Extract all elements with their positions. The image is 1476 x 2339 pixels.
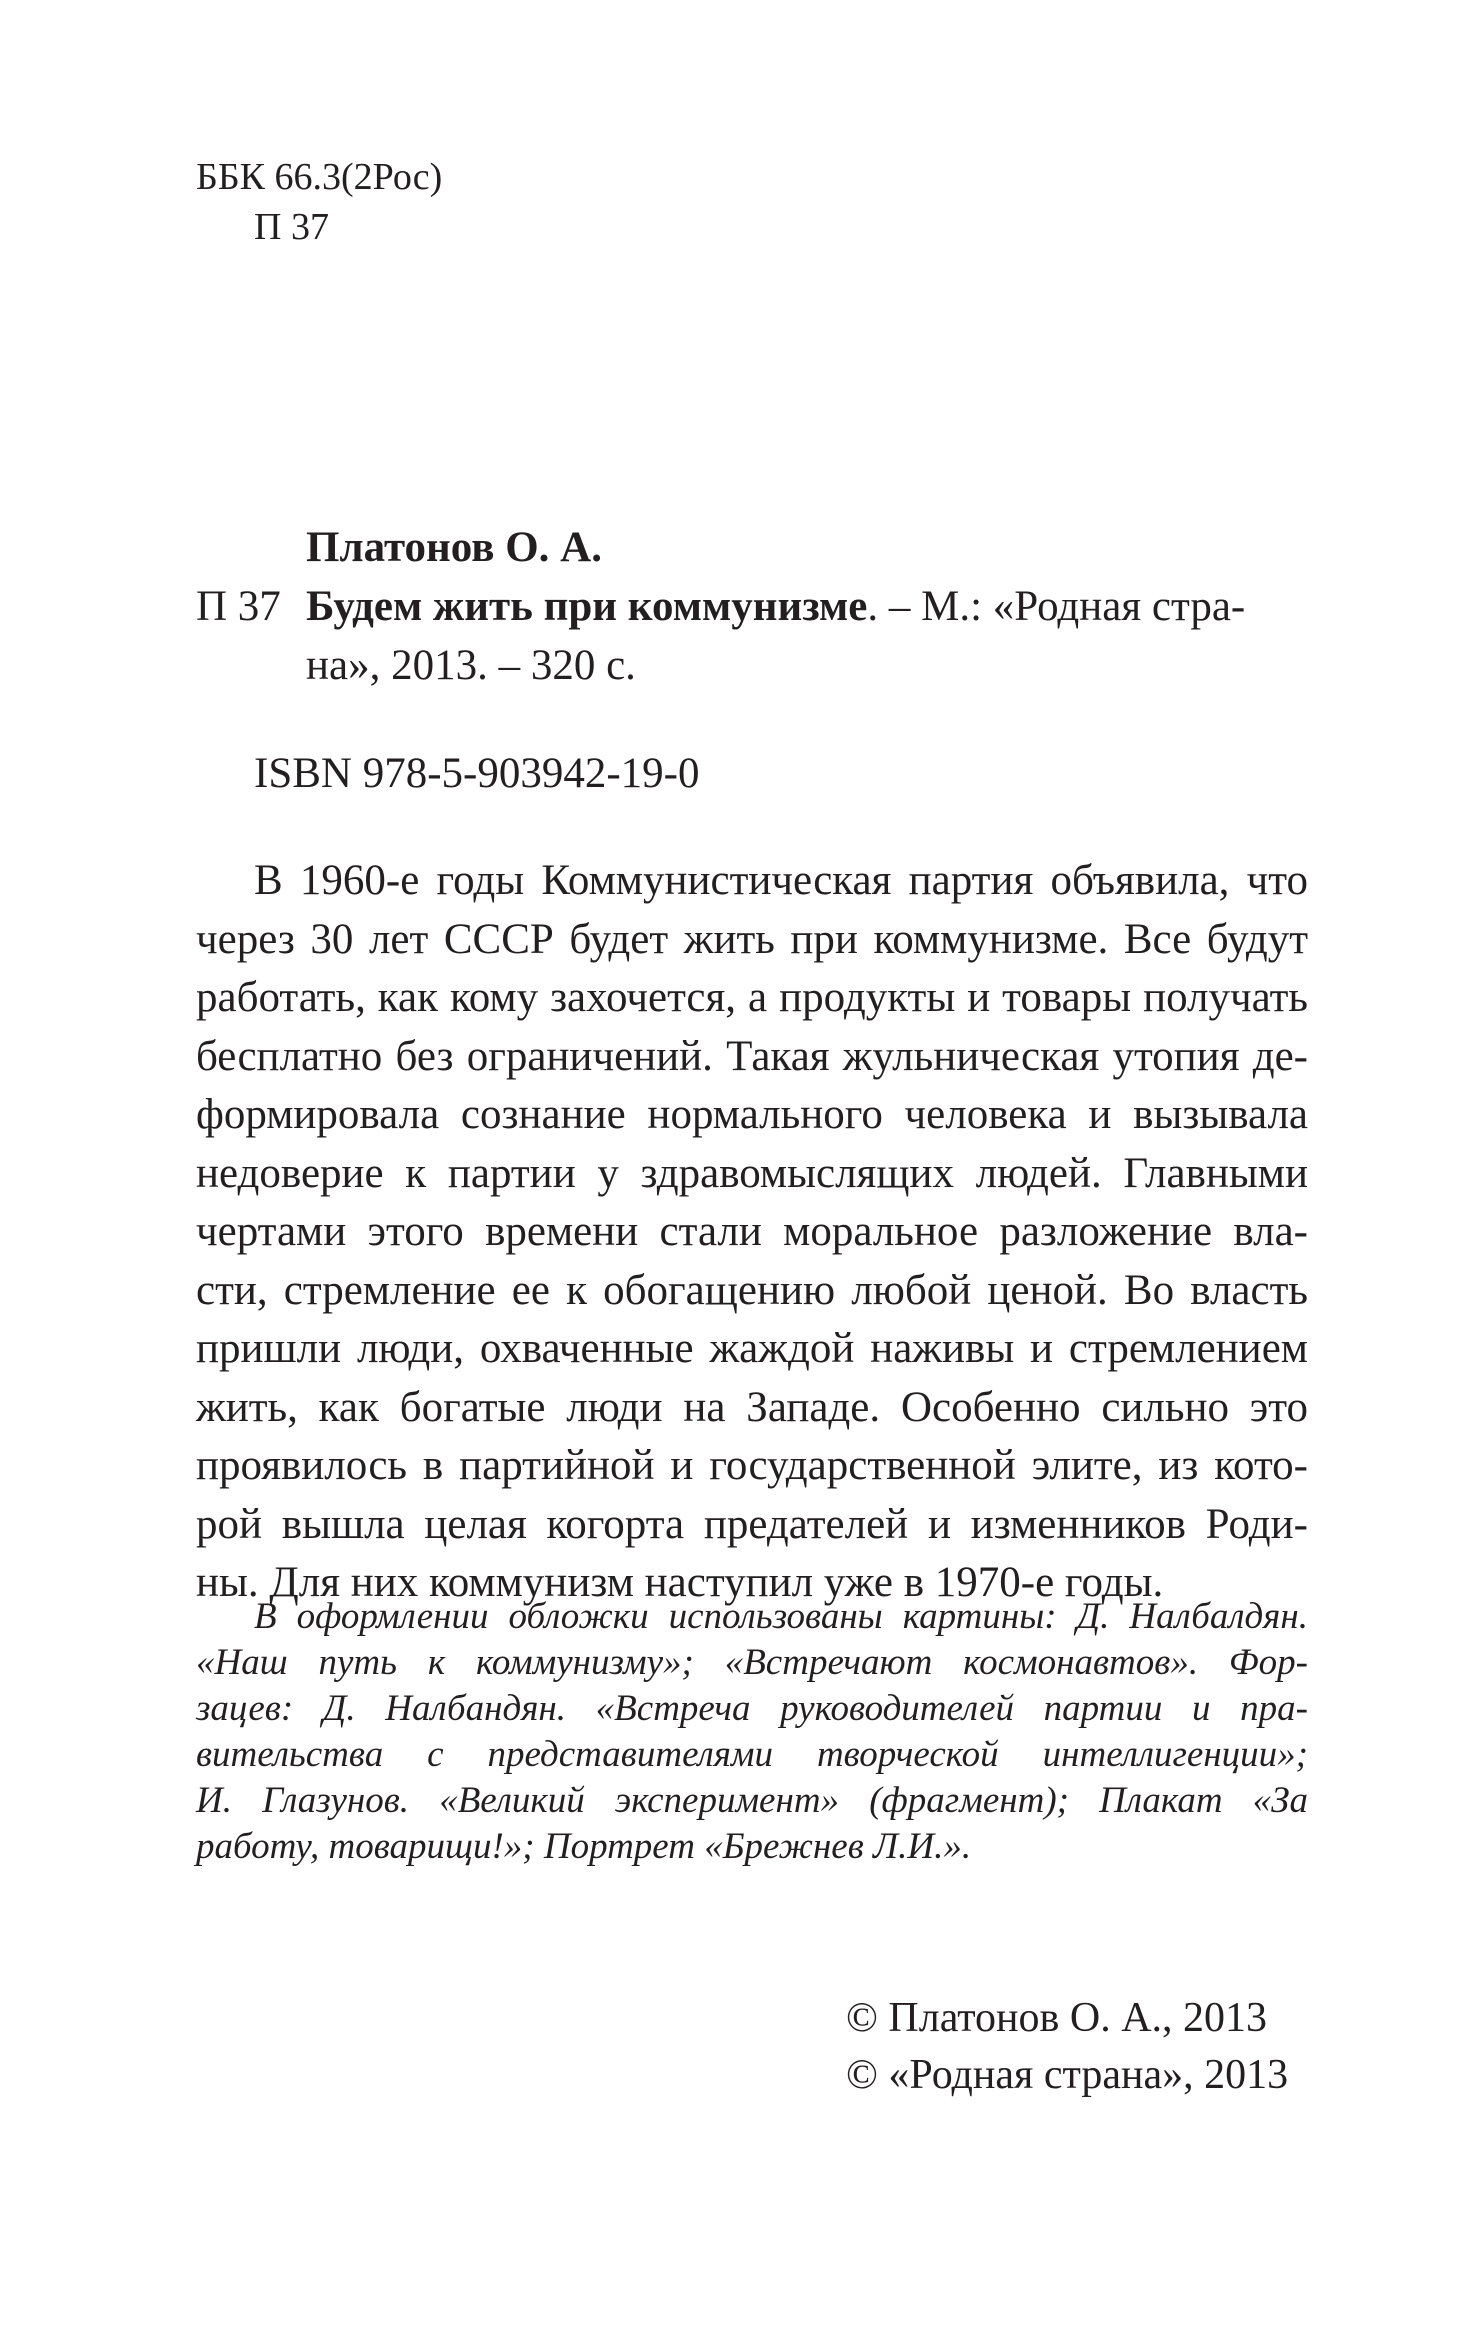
annotation-line: формировала сознание нормального человека и вызывала: [196, 1091, 1308, 1138]
annotation-line: проявилось в партийной и государственной элите, из кото-: [196, 1442, 1308, 1489]
annotation-paragraph: [196, 852, 1308, 1613]
publication-info: . – М.: «Родная стра-: [867, 583, 1246, 630]
credits-line: В оформлении обложки использованы картины: Д. Налбалдян.: [254, 1596, 1308, 1637]
annotation-line: через 30 лет СССР будет жить при коммунизме. Все будут: [196, 915, 1308, 963]
publication-info-continued: на», 2013. – 320 с.: [306, 642, 636, 689]
credits-line: вительства с представителями творческой интеллигенции»;: [196, 1734, 1308, 1775]
copyright-block: [846, 1990, 1288, 2104]
credits-line: работу, товарищи!»; Портрет «Брежнев Л.И.».: [196, 1826, 972, 1867]
author-name: Платонов О. А.: [306, 524, 602, 571]
annotation-line: пришли люди, охваченные жаждой наживы и стремлением: [196, 1325, 1308, 1372]
cover-credits: [196, 1594, 1308, 1870]
annotation-line: бесплатно без ограничений. Такая жульническая утопия де-: [196, 1032, 1308, 1080]
annotation-line: рой вышла целая когорта предателей и изменников Роди-: [196, 1500, 1308, 1548]
annotation-line: жить, как богатые люди на Западе. Особенно сильно это: [196, 1383, 1308, 1431]
copyright-author: © Платонов О. А., 2013: [846, 1995, 1268, 2041]
credits-line: «Наш путь к коммунизму»; «Встречают космонавтов». Фор-: [196, 1642, 1308, 1683]
catalog-code: П 37: [196, 583, 281, 630]
bibliographic-record: [196, 518, 1308, 695]
author-mark: П 37: [254, 206, 329, 248]
book-title: Будем жить при коммунизме: [306, 583, 868, 630]
annotation-line: недоверие к партии у здравомыслящих людей. Главными: [196, 1149, 1308, 1197]
annotation-line: В 1960-е годы Коммунистическая партия объявила, что: [254, 857, 1308, 904]
annotation-line: ны. Для них коммунизм наступил уже в 1970-е годы.: [196, 1559, 1164, 1606]
credits-line: И. Глазунов. «Великий эксперимент» (фрагмент); Плакат «За: [196, 1780, 1308, 1821]
isbn: ISBN 978-5-903942-19-0: [254, 750, 700, 797]
bbk-classification: [196, 152, 442, 252]
annotation-line: сти, стремление ее к обогащению любой ценой. Во власть: [196, 1266, 1308, 1314]
bbk-code: ББК 66.3(2Рос): [196, 156, 443, 198]
copyright-publisher: © «Родная страна», 2013: [846, 2052, 1289, 2098]
annotation-line: чертами этого времени стали моральное разложение вла-: [196, 1208, 1308, 1255]
annotation-line: работать, как кому захочется, а продукты и товары получать: [196, 974, 1308, 1021]
credits-line: зацев: Д. Налбандян. «Встреча руководителей партии и пра-: [196, 1688, 1308, 1729]
